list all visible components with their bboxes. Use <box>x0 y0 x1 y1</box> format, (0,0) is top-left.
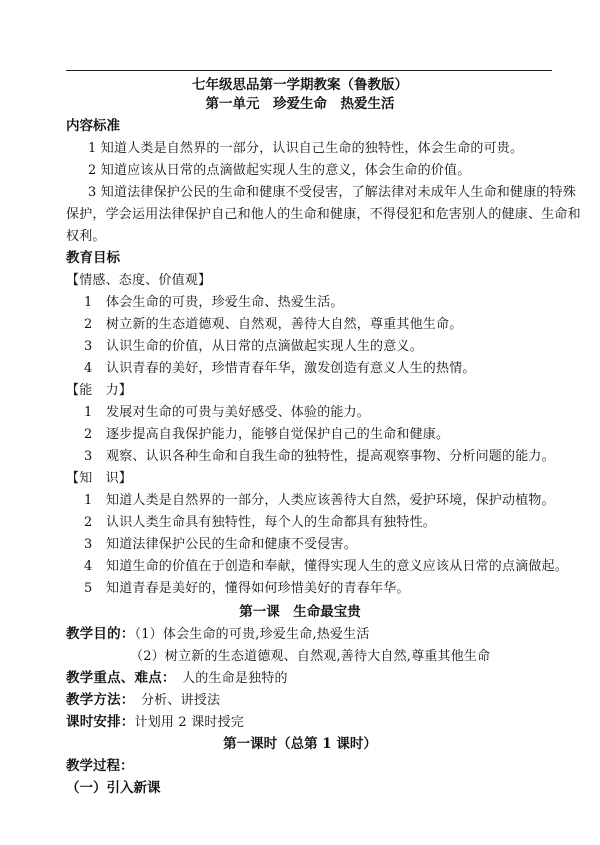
goal-item: 4 认识青春的美好，珍惜青春年华，激发创造有意义人生的热情。 <box>84 361 476 376</box>
period-title: 第一课时（总第 1 课时） <box>223 736 377 752</box>
lesson-title: 第一课 生命最宝贵 <box>239 604 361 620</box>
goal-item: 1 体会生命的可贵，珍爱生命、热爱生活。 <box>84 295 344 310</box>
lesson-key-points: 教学重点、难点： 人的生命是独特的 <box>66 670 288 686</box>
standard-item-continued: 保护，学会运用法律保护自己和他人的生命和健康，不得侵犯和危害别人的健康、生命和 <box>66 207 581 222</box>
process-step: （一）引入新课 <box>66 780 161 796</box>
goal-item: 4 知道生命的价值在于创造和奉献，懂得实现人生的意义应该从日常的点滴做起。 <box>84 559 569 574</box>
ability-label: 【能 力】 <box>66 383 133 398</box>
standard-item-continued: 权利。 <box>66 229 106 244</box>
goal-item: 2 认识人类生命具有独特性，每个人的生命都具有独特性。 <box>84 515 437 530</box>
goal-item: 3 观察、认识各种生命和自我生命的独特性，提高观察事物、分析问题的能力。 <box>84 449 555 464</box>
goal-item: 1 知道人类是自然界的一部分，人类应该善待大自然，爱护环境，保护动植物。 <box>84 493 555 508</box>
goal-item: 5 知道青春是美好的，懂得如何珍惜美好的青春年华。 <box>84 581 410 596</box>
teaching-process-heading: 教学过程： <box>66 758 134 774</box>
standard-item: 2 知道应该从日常的点滴做起实现人生的意义，体会生命的价值。 <box>88 163 471 178</box>
goal-item: 3 知道法律保护公民的生命和健康不受侵害。 <box>84 537 357 552</box>
lesson-objective: 教学目的：（1）体会生命的可贵,珍爱生命,热爱生活 <box>66 626 370 642</box>
lesson-method: 教学方法： 分析、讲授法 <box>66 692 221 708</box>
goal-item: 2 树立新的生态道德观、自然观，善待大自然，尊重其他生命。 <box>84 317 463 332</box>
goal-item: 3 认识生命的价值，从日常的点滴做起实现人生的意义。 <box>84 339 423 354</box>
unit-title: 第一单元 珍爱生命 热爱生活 <box>205 96 395 112</box>
knowledge-label: 【知 识】 <box>66 471 133 486</box>
goal-item: 1 发展对生命的可贵与美好感受、体验的能力。 <box>84 405 371 420</box>
lesson-objective-2: （2）树立新的生态道德观、自然观,善待大自然,尊重其他生命 <box>130 649 491 664</box>
document-title: 七年级思品第一学期教案（鲁教版） <box>192 77 408 93</box>
goal-item: 2 逐步提高自我保护能力，能够自觉保护自己的生命和健康。 <box>84 427 450 442</box>
education-goals-heading: 教育目标 <box>66 250 120 266</box>
emotion-label: 【情感、态度、价值观】 <box>66 273 212 288</box>
content-standards-heading: 内容标准 <box>66 118 120 134</box>
standard-item: 3 知道法律保护公民的生命和健康不受侵害，了解法律对未成年人生命和健康的特殊 <box>88 185 577 200</box>
standard-item: 1 知道人类是自然界的一部分，认识自己生命的独特性，体会生命的可贵。 <box>88 141 524 156</box>
lesson-schedule: 课时安排：计划用 2 课时授完 <box>66 714 245 730</box>
header-rule <box>66 70 552 71</box>
